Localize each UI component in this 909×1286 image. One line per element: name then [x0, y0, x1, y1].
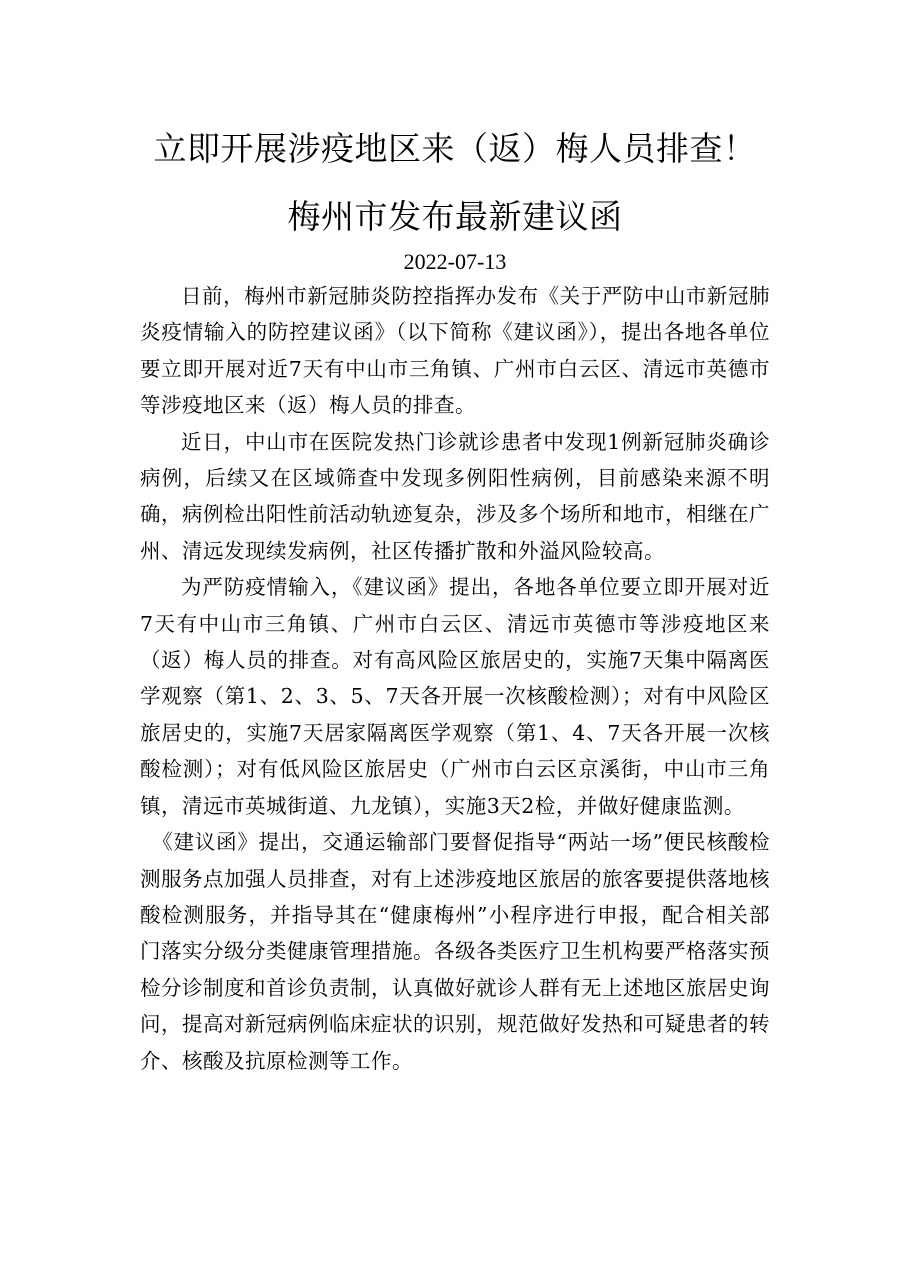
paragraph-2: 近日，中山市在医院发热门诊就诊患者中发现1例新冠肺炎确诊病例，后续又在区域筛查中发现多例阳性病例，目前感染来源不明确，病例检出阳性前活动轨迹复杂，涉及多个场所和地市，相继在广州、清远发现续发病例，社区传播扩散和外溢风险较高。 — [140, 429, 770, 563]
article-title-line-1: 立即开展涉疫地区来（返）梅人员排查！ — [153, 129, 757, 168]
article-body — [140, 128, 770, 1079]
article-title-line-2: 梅州市发布最新建议函 — [287, 197, 623, 236]
paragraph-4: 《建议函》提出，交通运输部门要督促指导“两站一场”便民核酸检测服务点加强人员排查，对有上述涉疫地区旅居的旅客要提供落地核酸检测服务，并指导其在“健康梅州”小程序进行申报，配合相关部门落实分级分类健康管理措施。各级各类医疗卫生机构要严格落实预检分诊制度和首诊负责制，认真做好就诊人群有无上述地区旅居史询问，提高对新冠病例临床症状的识别，规范做好发热和可疑患者的转介、核酸及抗原检测等工作。 — [140, 830, 770, 1073]
publish-date: 2022-07-13 — [403, 249, 507, 274]
paragraph-1: 日前，梅州市新冠肺炎防控指挥办发布《关于严防中山市新冠肺炎疫情输入的防控建议函》（以下简称《建议函》），提出各地各单位要立即开展对近7天有中山市三角镇、广州市白云区、清远市英德市等涉疫地区来（返）梅人员的排查。 — [140, 284, 770, 418]
paragraph-3: 为严防疫情输入，《建议函》提出，各地各单位要立即开展对近7天有中山市三角镇、广州市白云区、清远市英德市等涉疫地区来（返）梅人员的排查。对有高风险区旅居史的，实施7天集中隔离医学观察（第1、2、3、5、7天各开展一次核酸检测）；对有中风险区旅居史的，实施7天居家隔离医学观察（第1、4、7天各开展一次核酸检测）；对有低风险区旅居史（广州市白云区京溪街，中山市三角镇，清远市英城街道、九龙镇），实施3天2检，并做好健康监测。 — [140, 575, 770, 818]
